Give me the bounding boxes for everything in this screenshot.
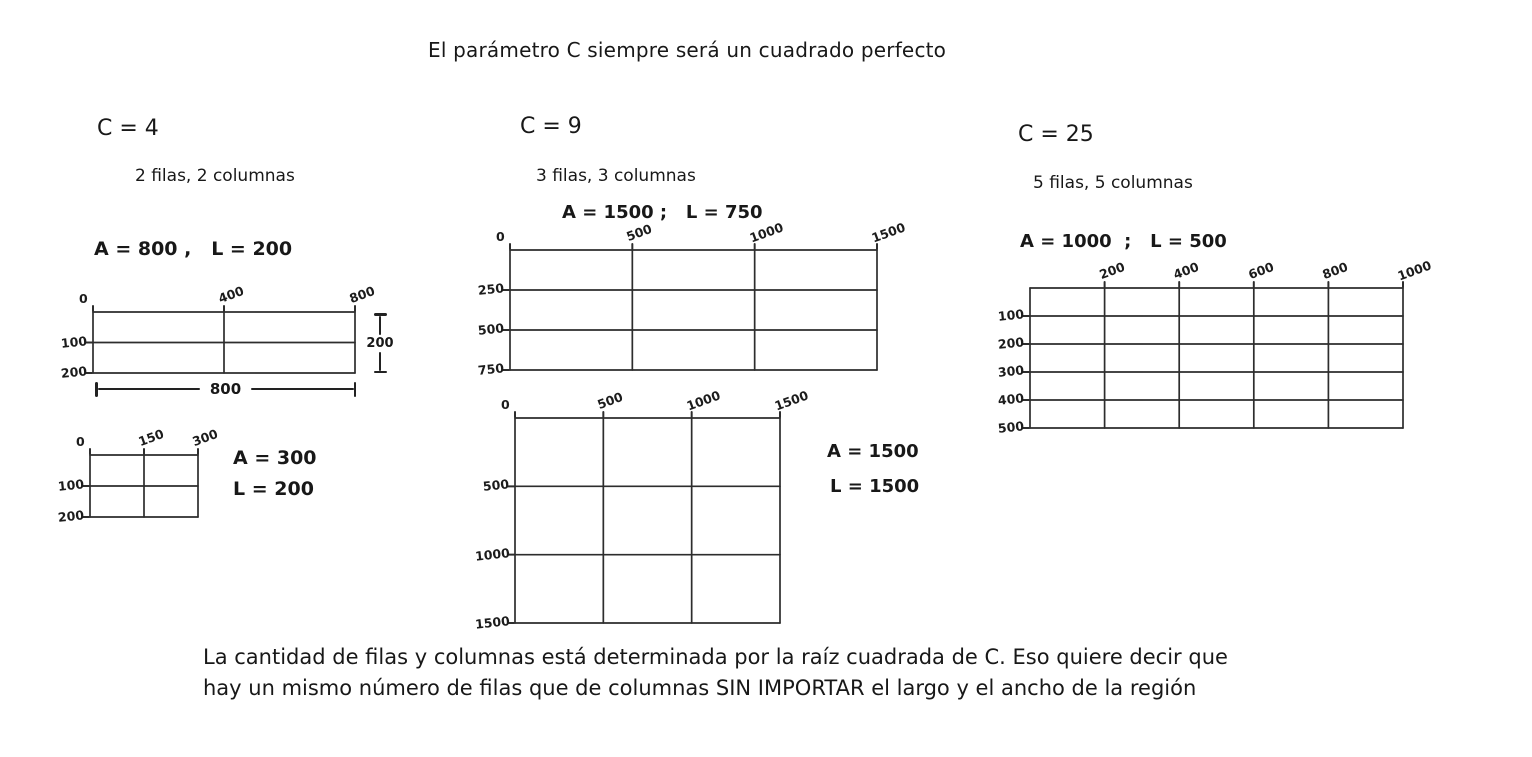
y-tick-label: 1500 <box>474 613 511 632</box>
section1-c-label: C = 4 <box>97 116 159 141</box>
x-tick-label: 500 <box>595 388 626 413</box>
footer-explanation-line1: La cantidad de filas y columnas está determinada por la raíz cuadrada de C. Eso quiere decir que <box>203 645 1228 669</box>
section1-rows-cols-label: 2 filas, 2 columnas <box>135 166 295 186</box>
grid-c4-small-area-label: A = 300 <box>233 447 317 469</box>
x-tick-label: 400 <box>216 282 246 307</box>
grid-c9-square-length-label: L = 1500 <box>830 476 920 497</box>
page-title: El parámetro C siempre será un cuadrado perfecto <box>428 38 947 62</box>
grid-c25 <box>997 257 1434 436</box>
section2-c-label: C = 9 <box>520 114 582 139</box>
x-tick-label: 0 <box>496 229 505 244</box>
dimension-cap <box>354 382 357 397</box>
grid-c9-wide <box>477 219 908 378</box>
section3-c-label: C = 25 <box>1018 122 1094 147</box>
section1-area-length-label: A = 800 , L = 200 <box>94 238 293 260</box>
grid-c4-wide-lines <box>93 312 355 373</box>
grid-c4-small-lines <box>90 455 198 517</box>
dimension-cap <box>374 371 387 374</box>
grid-c9-wide-lines <box>510 250 877 370</box>
x-tick-label: 1000 <box>684 387 722 414</box>
grid-c25-lines <box>1030 288 1403 428</box>
section3-rows-cols-label: 5 filas, 5 columnas <box>1033 173 1193 193</box>
y-tick-label: 400 <box>997 390 1025 408</box>
x-tick-label: 1000 <box>747 219 785 246</box>
width-dimension-label: 800 <box>209 380 242 398</box>
dimension-line <box>98 388 200 391</box>
y-tick-label: 200 <box>60 363 88 381</box>
x-tick-label: 150 <box>136 425 166 450</box>
grid-c4-wide <box>60 282 377 381</box>
height-dimension-label: 200 <box>366 335 394 351</box>
x-tick-label: 0 <box>79 291 88 306</box>
x-tick-label: 400 <box>1171 258 1202 283</box>
y-tick-label: 300 <box>997 362 1025 380</box>
grid-c9-square-area-label: A = 1500 <box>827 441 919 462</box>
x-tick-label: 600 <box>1246 258 1276 283</box>
x-tick-label: 500 <box>624 220 655 245</box>
x-tick-label: 1000 <box>1395 257 1434 284</box>
dimension-line <box>379 316 382 335</box>
grid-c4-small <box>57 425 220 525</box>
x-tick-label: 200 <box>1096 258 1127 283</box>
y-tick-label: 200 <box>57 507 85 525</box>
section3-area-length-label: A = 1000 ; L = 500 <box>1020 231 1227 252</box>
grid-c9-square-lines <box>515 418 780 623</box>
y-tick-label: 200 <box>997 334 1025 352</box>
x-tick-label: 0 <box>501 397 510 412</box>
height-dimension-bracket <box>364 313 396 373</box>
x-tick-label: 0 <box>76 434 85 449</box>
y-tick-label: 500 <box>997 418 1025 436</box>
x-tick-label: 800 <box>1320 258 1351 283</box>
y-tick-label: 250 <box>477 280 505 298</box>
y-tick-label: 500 <box>482 476 510 495</box>
y-tick-label: 750 <box>477 360 505 378</box>
x-tick-label: 1500 <box>772 387 811 414</box>
footer-explanation-line2: hay un mismo número de filas que de columnas SIN IMPORTAR el largo y el ancho de la región <box>203 676 1197 700</box>
y-tick-label: 100 <box>57 476 85 494</box>
x-tick-label: 800 <box>347 282 377 307</box>
dimension-line <box>251 388 353 391</box>
y-tick-label: 100 <box>60 332 88 351</box>
x-tick-label: 1500 <box>869 219 908 246</box>
section2-area-length-label: A = 1500 ; L = 750 <box>562 202 763 223</box>
grid-c9-square <box>474 387 811 632</box>
dimension-line <box>379 352 382 371</box>
width-dimension-bracket <box>95 380 356 398</box>
y-tick-label: 1000 <box>474 544 511 564</box>
y-tick-label: 500 <box>477 320 505 338</box>
grid-c4-small-length-label: L = 200 <box>233 478 314 500</box>
section2-rows-cols-label: 3 filas, 3 columnas <box>536 166 696 186</box>
x-tick-label: 300 <box>190 425 220 450</box>
y-tick-label: 100 <box>997 306 1025 324</box>
